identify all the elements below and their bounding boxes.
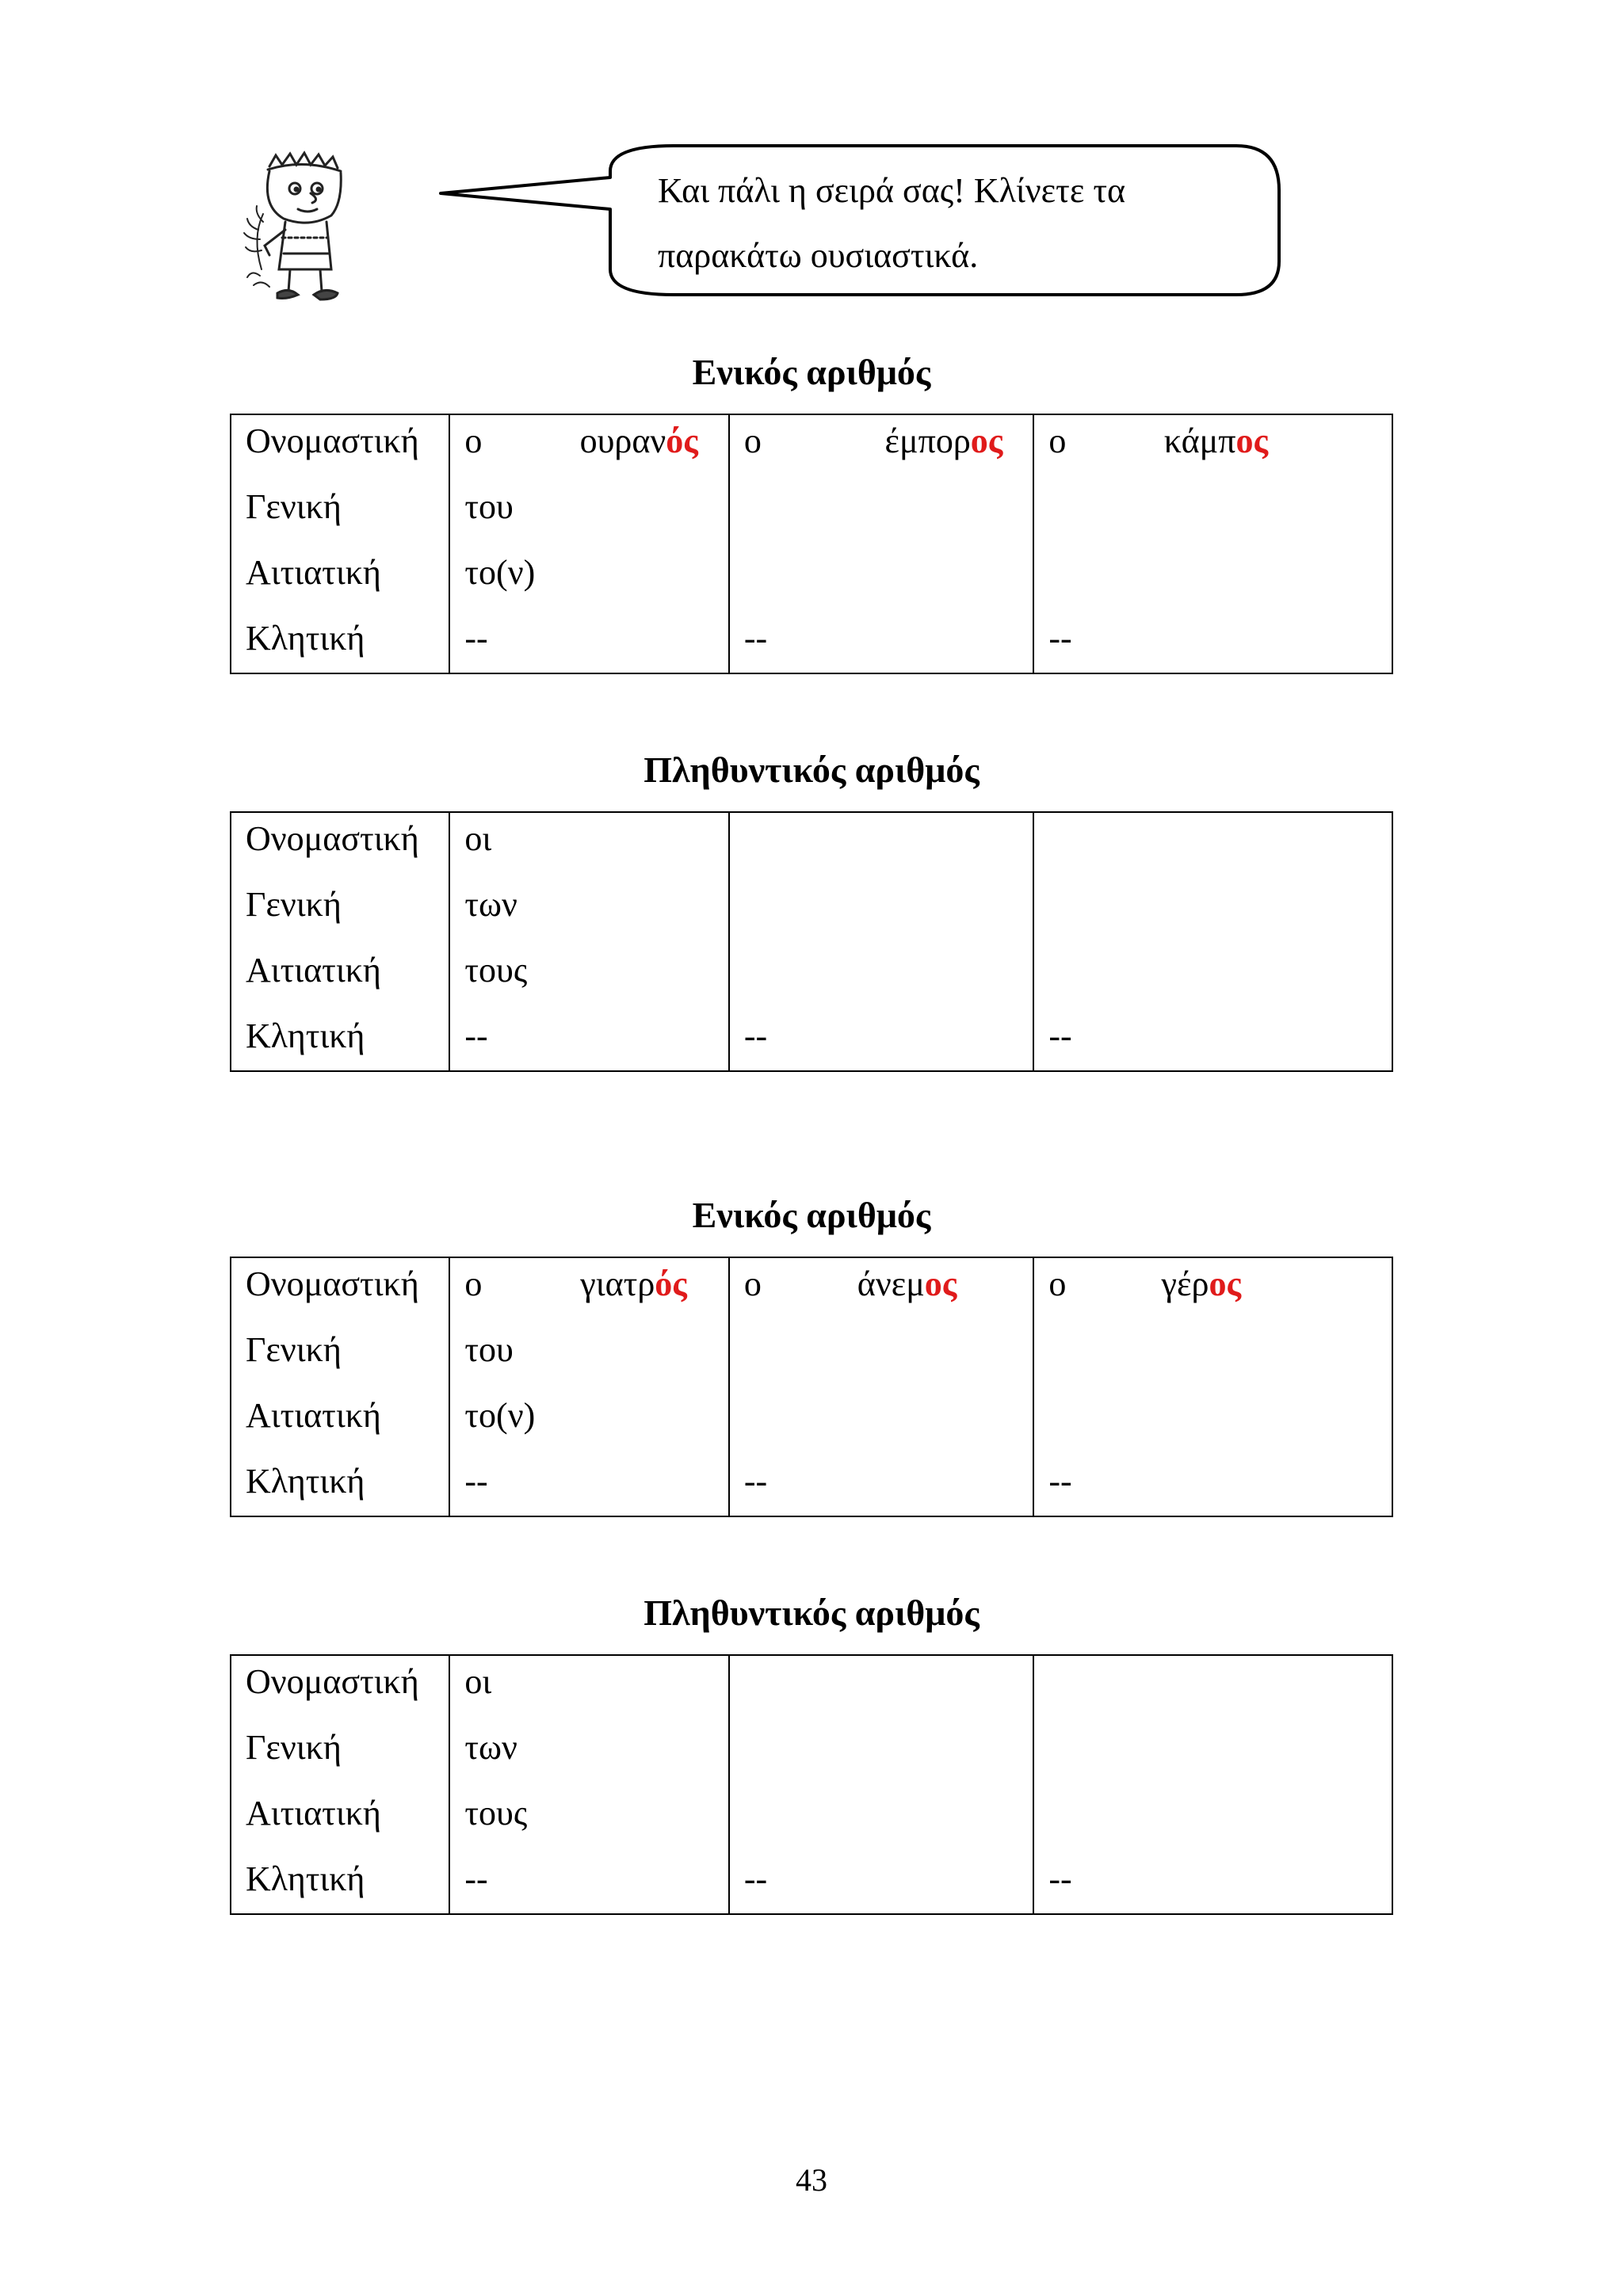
answer-cell [730,879,1033,944]
noun-column [449,812,728,1071]
answer-cell: των [464,1728,517,1767]
case-label: Ονομαστική [246,819,419,858]
answer-cell: -- [464,1016,488,1055]
answer-cell: οι [464,1662,492,1701]
answer-cell: -- [743,619,768,658]
answer-cell: -- [1048,1859,1072,1898]
article: ο [1048,1264,1067,1303]
noun [1164,415,1268,481]
article: ο [1048,421,1067,460]
table-heading: Ενικός αριθμός [692,352,931,392]
noun-header [1034,415,1392,481]
noun-column [1033,812,1392,1071]
case-label: Αιτιατική [246,553,381,592]
table-heading: Πληθυντικός αριθμός [643,749,980,790]
noun-column [449,1655,728,1914]
case-label: Κλητική [246,1016,365,1055]
case-label: Αιτιατική [246,1396,381,1435]
answer-cell: -- [1048,619,1072,658]
noun-stem: γέρ [1161,1264,1209,1303]
case-label: Κλητική [246,1859,365,1898]
noun [885,415,1003,481]
noun-column [1033,1257,1392,1516]
case-labels-cell [231,1655,449,1914]
noun-stem: έμπορ [884,421,971,460]
answer-cell: -- [464,1859,488,1898]
answer-cell: τους [464,1794,528,1833]
noun-stem: κάμπ [1163,421,1236,460]
answer-cell: το(ν) [464,553,536,592]
case-label: Αιτιατική [246,1794,381,1833]
noun-ending: ος [970,421,1003,460]
answer-cell: -- [1048,1462,1072,1501]
case-labels-cell [231,1257,449,1516]
case-label: Γενική [246,1728,342,1767]
noun-ending: ος [924,1264,957,1303]
case-label: Γενική [246,1330,342,1369]
answer-cell [1034,1390,1392,1455]
answer-cell: -- [743,1462,768,1501]
answer-cell [1034,1787,1392,1853]
answer-cell: -- [464,1462,488,1501]
declension-table [230,1654,1393,1915]
article: ο [743,1264,762,1303]
case-label: Αιτιατική [246,951,381,990]
answer-cell [730,1390,1033,1455]
page-number: 43 [796,2162,827,2198]
case-label: Γενική [246,487,342,526]
declension-table [230,811,1393,1072]
answer-cell [1034,481,1392,547]
case-label: Γενική [246,885,342,924]
article: ο [464,1264,483,1303]
noun-column [729,1257,1034,1516]
answer-cell [1034,1656,1392,1722]
answer-cell: τους [464,951,528,990]
noun-ending: ός [655,1264,687,1303]
declension-table [230,414,1393,674]
noun-ending: ος [1235,421,1268,460]
noun-column [1033,1655,1392,1914]
answer-cell [730,944,1033,1010]
answer-cell: οι [464,819,492,858]
noun-column [729,812,1034,1071]
answer-cell [1034,547,1392,612]
noun-header [730,415,1033,481]
noun [857,1258,957,1324]
answer-cell [730,547,1033,612]
answer-cell: -- [464,619,488,658]
noun [580,415,698,481]
noun [1162,1258,1241,1324]
noun-ending: ός [666,421,698,460]
noun-column [1033,414,1392,673]
noun-header [1034,1258,1392,1324]
noun-column [449,414,728,673]
speech-bubble-text: Και πάλι η σειρά σας! Κλίνετε τα παρακάτω ουσιαστικά. [658,171,1126,275]
answer-cell: του [464,487,514,526]
case-label: Κλητική [246,1462,365,1501]
answer-cell [730,481,1033,547]
answer-cell [730,1324,1033,1390]
answer-cell: του [464,1330,514,1369]
answer-cell [730,1656,1033,1722]
noun-column [449,1257,728,1516]
noun-header [450,415,727,481]
answer-cell [1034,879,1392,944]
table-heading: Ενικός αριθμός [692,1195,931,1235]
answer-cell [1034,813,1392,879]
case-label: Ονομαστική [246,1264,419,1303]
answer-cell: -- [743,1859,768,1898]
noun [580,1258,687,1324]
noun-column [729,414,1034,673]
answer-cell [1034,1324,1392,1390]
case-labels-cell [231,414,449,673]
noun-header [450,1258,727,1324]
answer-cell [1034,1722,1392,1787]
noun-ending: ος [1209,1264,1241,1303]
case-label: Κλητική [246,619,365,658]
case-labels-cell [231,812,449,1071]
noun-stem: άνεμ [857,1264,925,1303]
answer-cell: -- [743,1016,768,1055]
answer-cell: των [464,885,517,924]
noun-header [730,1258,1033,1324]
article: ο [464,421,483,460]
answer-cell [730,1787,1033,1853]
cartoon-boy-illustration [238,151,380,309]
case-label: Ονομαστική [246,1662,419,1701]
table-heading: Πληθυντικός αριθμός [643,1592,980,1633]
answer-cell [730,813,1033,879]
article: ο [743,421,762,460]
answer-cell: -- [1048,1016,1072,1055]
answer-cell [730,1722,1033,1787]
noun-stem: γιατρ [580,1264,655,1303]
case-label: Ονομαστική [246,421,419,460]
noun-stem: ουραν [579,421,666,460]
answer-cell: το(ν) [464,1396,536,1435]
declension-table [230,1257,1393,1517]
noun-column [729,1655,1034,1914]
answer-cell [1034,944,1392,1010]
